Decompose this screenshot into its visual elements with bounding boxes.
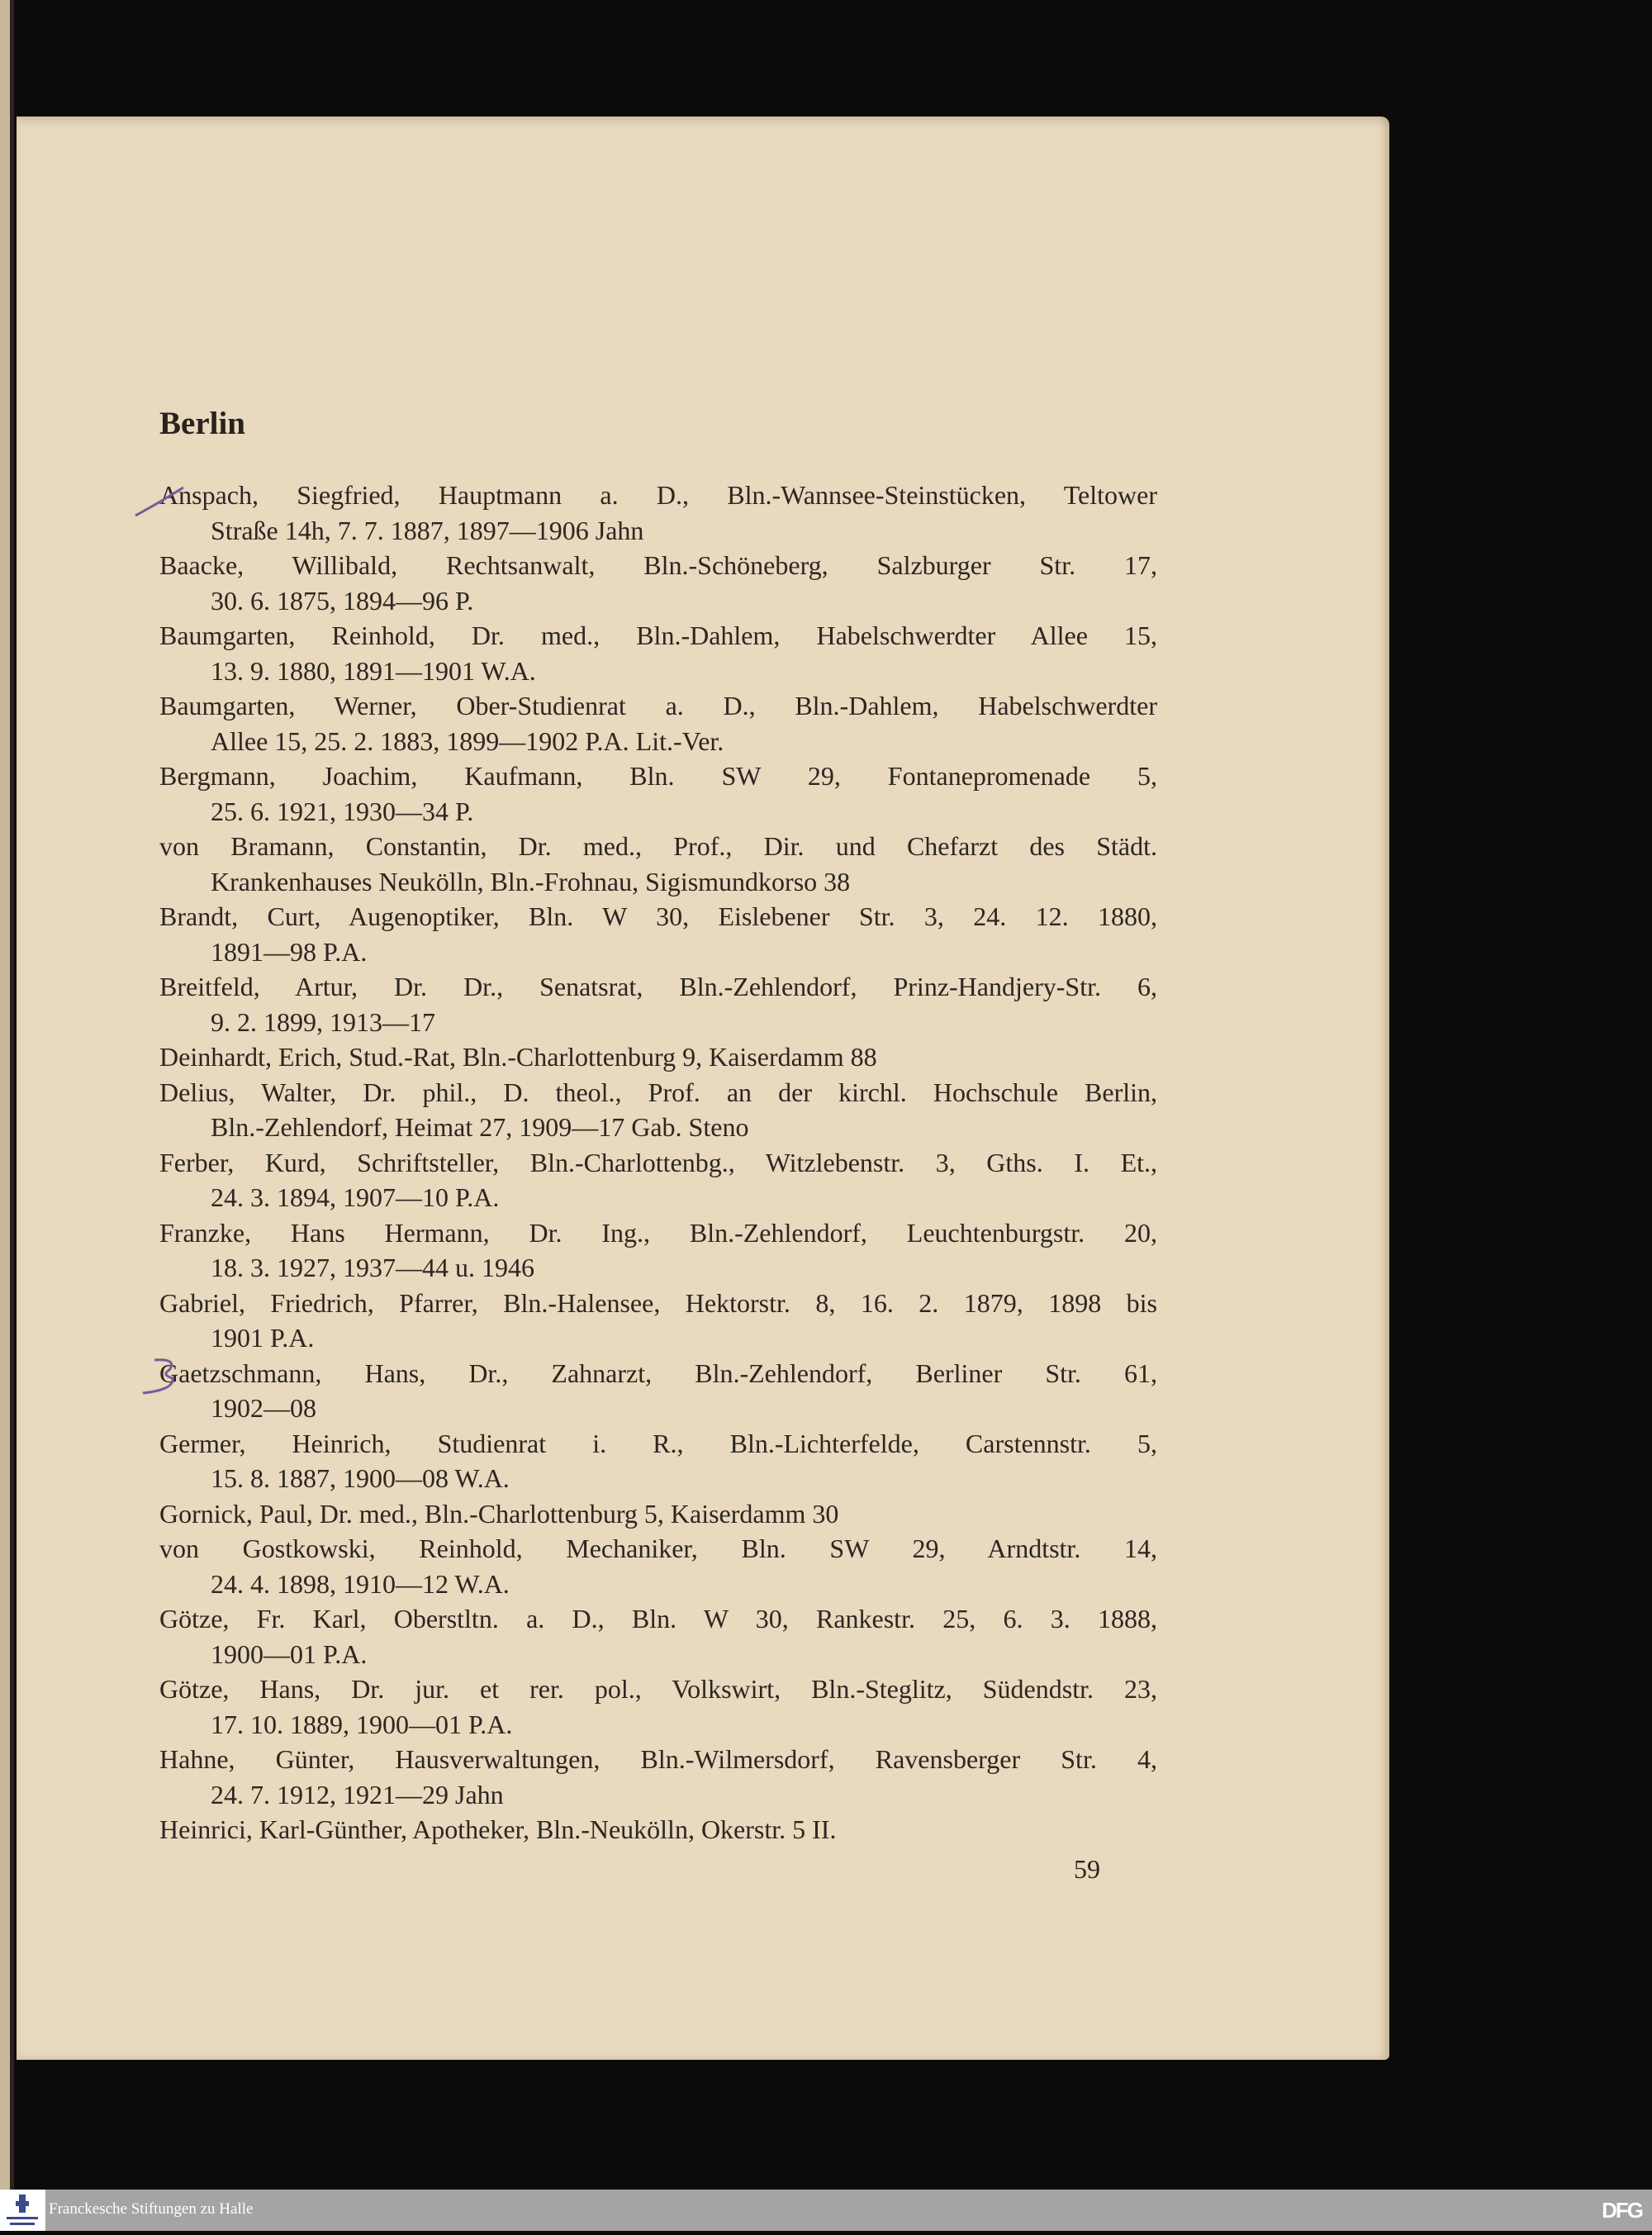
entry-continuation-line: Straße 14h, 7. 7. 1887, 1897—1906 Jahn — [211, 515, 644, 545]
entry-continuation-line: 13. 9. 1880, 1891—1901 W.A. — [211, 655, 536, 686]
entry-line: Deinhardt, Erich, Stud.-Rat, Bln.-Charlottenburg 9, Kaiserdamm 88 — [159, 1042, 877, 1072]
list-item — [159, 1039, 1157, 1075]
list-item — [159, 1075, 1157, 1145]
entry-continuation-line: 9. 2. 1899, 1913—17 — [211, 1006, 435, 1037]
book-gutter — [10, 0, 14, 2190]
entry-continuation-line: Bln.-Zehlendorf, Heimat 27, 1909—17 Gab. Steno — [211, 1112, 749, 1142]
pencil-mark-anspach — [132, 479, 190, 521]
directory-entries — [159, 478, 1157, 1847]
entry-line: Götze, Hans, Dr. jur. et rer. pol., Volkswirt, Bln.-Steglitz, Südendstr. 23, — [159, 1674, 1157, 1704]
list-item — [159, 688, 1157, 758]
entry-continuation-line: 25. 6. 1921, 1930—34 P. — [211, 796, 474, 826]
dfg-logo[interactable]: DFG — [1602, 2198, 1642, 2223]
entry-continuation-line: 1902—08 — [211, 1393, 316, 1423]
list-item — [159, 1531, 1157, 1601]
page-number: 59 — [1074, 1854, 1100, 1884]
entry-line: Gornick, Paul, Dr. med., Bln.-Charlottenburg 5, Kaiserdamm 30 — [159, 1498, 839, 1529]
entry-line: Anspach, Siegfried, Hauptmann a. D., Bln.-Wannsee-Steinstücken, Teltower — [159, 480, 1157, 510]
list-item — [159, 1671, 1157, 1742]
section-heading: Berlin — [159, 406, 245, 441]
institution-name[interactable]: Franckesche Stiftungen zu Halle — [49, 2200, 254, 2218]
entry-continuation-line: 1900—01 P.A. — [211, 1638, 368, 1669]
list-item — [159, 969, 1157, 1039]
list-item — [159, 478, 1157, 548]
list-item — [159, 899, 1157, 969]
entry-continuation-line: 15. 8. 1887, 1900—08 W.A. — [211, 1463, 510, 1493]
entry-continuation-line: 30. 6. 1875, 1894—96 P. — [211, 585, 474, 616]
entry-line: Baacke, Willibald, Rechtsanwalt, Bln.-Schöneberg, Salzburger Str. 17, — [159, 550, 1157, 580]
list-item — [159, 1286, 1157, 1356]
entry-continuation-line: 24. 7. 1912, 1921—29 Jahn — [211, 1779, 504, 1809]
entry-continuation-line: 1901 P.A. — [211, 1323, 315, 1353]
entry-line: von Gostkowski, Reinhold, Mechaniker, Bln. SW 29, Arndtstr. 14, — [159, 1534, 1157, 1563]
list-item — [159, 618, 1157, 688]
entry-line: Franzke, Hans Hermann, Dr. Ing., Bln.-Zehlendorf, Leuchtenburgstr. 20, — [159, 1217, 1157, 1248]
entry-continuation-line: Allee 15, 25. 2. 1883, 1899—1902 P.A. Lit.-Ver. — [211, 725, 724, 756]
list-item — [159, 758, 1157, 829]
list-item — [159, 1145, 1157, 1215]
entry-line: Breitfeld, Artur, Dr. Dr., Senatsrat, Bln.-Zehlendorf, Prinz-Handjery-Str. 6, — [159, 972, 1157, 1001]
list-item — [159, 1742, 1157, 1812]
list-item — [159, 1812, 1157, 1847]
entry-continuation-line: Krankenhauses Neukölln, Bln.-Frohnau, Sigismundkorso 38 — [211, 866, 851, 896]
list-item — [159, 1356, 1157, 1426]
entry-continuation-line: 18. 3. 1927, 1937—44 u. 1946 — [211, 1253, 534, 1282]
list-item — [159, 1215, 1157, 1286]
entry-line: Baumgarten, Reinhold, Dr. med., Bln.-Dahlem, Habelschwerdter Allee 15, — [159, 621, 1157, 650]
list-item — [159, 829, 1157, 899]
entry-line: Brandt, Curt, Augenoptiker, Bln. W 30, Eislebener Str. 3, 24. 12. 1880, — [159, 901, 1157, 931]
list-item — [159, 1426, 1157, 1496]
entry-line: Gaetzschmann, Hans, Dr., Zahnarzt, Bln.-Zehlendorf, Berliner Str. 61, — [159, 1358, 1157, 1388]
entry-continuation-line: 1891—98 P.A. — [211, 936, 368, 967]
entry-continuation-line: 17. 10. 1889, 1900—01 P.A. — [211, 1709, 513, 1739]
franckesche-logo-icon — [0, 2190, 45, 2231]
entry-continuation-line: 24. 4. 1898, 1910—12 W.A. — [211, 1568, 510, 1599]
entry-line: von Bramann, Constantin, Dr. med., Prof., Dir. und Chefarzt des Städt. — [159, 831, 1157, 861]
entry-line: Heinrici, Karl-Günther, Apotheker, Bln.-Neukölln, Okerstr. 5 II. — [159, 1814, 837, 1844]
list-item — [159, 1496, 1157, 1532]
viewer-footer — [0, 2190, 1652, 2231]
entry-line: Germer, Heinrich, Studienrat i. R., Bln.-Lichterfelde, Carstennstr. 5, — [159, 1428, 1157, 1458]
institution-logo[interactable] — [0, 2190, 45, 2231]
entry-continuation-line: 24. 3. 1894, 1907—10 P.A. — [211, 1182, 500, 1212]
entry-line: Götze, Fr. Karl, Oberstltn. a. D., Bln. W 30, Rankestr. 25, 6. 3. 1888, — [159, 1604, 1157, 1633]
list-item — [159, 1601, 1157, 1671]
entry-line: Ferber, Kurd, Schriftsteller, Bln.-Charlottenbg., Witzlebenstr. 3, Gths. I. Et., — [159, 1147, 1157, 1177]
list-item — [159, 548, 1157, 618]
pencil-mark-gaetzschmann — [136, 1355, 194, 1405]
entry-line: Hahne, Günter, Hausverwaltungen, Bln.-Wilmersdorf, Ravensberger Str. 4, — [159, 1744, 1157, 1774]
entry-line: Gabriel, Friedrich, Pfarrer, Bln.-Halensee, Hektorstr. 8, 16. 2. 1879, 1898 bis — [159, 1287, 1157, 1318]
entry-line: Baumgarten, Werner, Ober-Studienrat a. D., Bln.-Dahlem, Habelschwerdter — [159, 691, 1157, 720]
entry-line: Delius, Walter, Dr. phil., D. theol., Prof. an der kirchl. Hochschule Berlin, — [159, 1077, 1157, 1107]
entry-line: Bergmann, Joachim, Kaufmann, Bln. SW 29, Fontanepromenade 5, — [159, 761, 1157, 791]
